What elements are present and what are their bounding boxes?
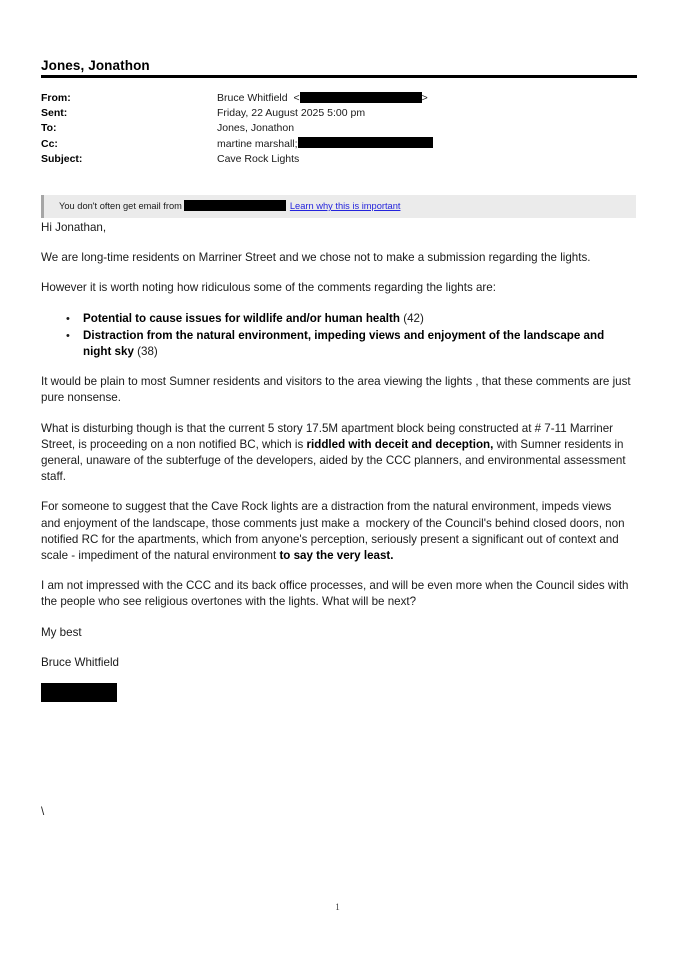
paragraph-4-tail: with Sumner residents in general, unaware of the subterfuge of the developers, aided by the CCC planners, and environmental assessment staff. — [41, 437, 629, 484]
cc-value — [217, 137, 433, 152]
page-number: 1 — [335, 902, 340, 912]
bullet-count: (38) — [137, 345, 158, 359]
comments-bullet-list — [41, 311, 633, 361]
body-paragraph-6: I am not impressed with the CCC and its back office processes, and will be even more when the Council sides with the people who see religious overtones with the lights. What will be next? — [41, 579, 632, 609]
to-label: To: — [41, 122, 57, 135]
email-body — [41, 220, 633, 702]
list-item — [83, 328, 633, 360]
title-divider — [41, 75, 637, 78]
bullet-count: (42) — [403, 311, 424, 325]
paragraph-5-emphasis: to say the very least. — [279, 549, 394, 563]
body-paragraph-2: However it is worth noting how ridiculous some of the comments regarding the lights are: — [41, 281, 496, 295]
header-row-to — [41, 121, 641, 136]
to-value: Jones, Jonathon — [217, 122, 295, 135]
paragraph-5-lead: For someone to suggest that the Cave Rock lights are a distraction from the natural environment, impeds views and enjoyment of the landscape, those comments just make a mockery of the Council's behind closed doors, non notified RC for the apartments, which from anyone's perception, seriously present a significant out of context and scale - impediment of the natural environment — [41, 500, 628, 563]
header-row-subject — [41, 152, 641, 167]
header-row-cc — [41, 137, 641, 152]
cc-redaction-bar — [298, 137, 433, 148]
banner-content — [59, 201, 400, 212]
header-row-sent — [41, 106, 641, 121]
greeting-text: Hi Jonathan, — [41, 221, 107, 234]
list-item — [83, 311, 633, 327]
banner-redaction-bar — [184, 200, 286, 211]
banner-accent-bar — [41, 195, 44, 218]
learn-why-link[interactable]: Learn why this is important — [289, 201, 401, 211]
bullet-text: Distraction from the natural environment, impeding views and enjoyment of the landscape and night sky — [83, 328, 605, 359]
trailing-backslash: \ — [41, 805, 45, 818]
sent-value: Friday, 22 August 2025 5:00 pm — [217, 107, 366, 120]
from-label: From: — [41, 92, 71, 104]
sender-signature-name: Bruce Whitfield — [41, 655, 119, 669]
from-sender-name: Bruce Whitfield < — [217, 92, 300, 104]
subject-label: Subject: — [41, 152, 83, 165]
from-redaction-bar — [300, 92, 422, 103]
banner-message: You don't often get email from — [59, 201, 182, 211]
paragraph-4-lead: What is disturbing though is that the current 5 story 17.5M apartment block being constructed at # 7-11 Marriner Street, is proceeding on a non notified BC, which is — [41, 421, 617, 451]
body-paragraph-4 — [41, 421, 633, 486]
body-paragraph-5 — [41, 499, 633, 564]
signoff-text: My best — [41, 625, 82, 639]
from-bracket-close: > — [421, 92, 428, 104]
paragraph-4-emphasis: riddled with deceit and deception, — [306, 437, 494, 451]
bullet-text: Potential to cause issues for wildlife and/or human health — [83, 311, 400, 325]
subject-value: Cave Rock Lights — [217, 152, 300, 165]
cc-recipient-name: martine marshall; — [217, 137, 298, 150]
email-header-fields — [41, 91, 641, 167]
body-paragraph-3: It would be plain to most Sumner residents and visitors to the area viewing the lights , that these comments are just pure nonsense. — [41, 375, 634, 405]
header-row-from — [41, 91, 641, 106]
cc-label: Cc: — [41, 137, 58, 150]
page-title: Jones, Jonathon — [41, 58, 150, 73]
from-value — [217, 91, 428, 106]
external-sender-banner — [41, 195, 636, 218]
sent-label: Sent: — [41, 107, 68, 120]
body-paragraph-1: We are long-time residents on Marriner Street and we chose not to make a submission regarding the lights. — [41, 251, 591, 265]
signature-redaction-bar — [41, 683, 117, 702]
